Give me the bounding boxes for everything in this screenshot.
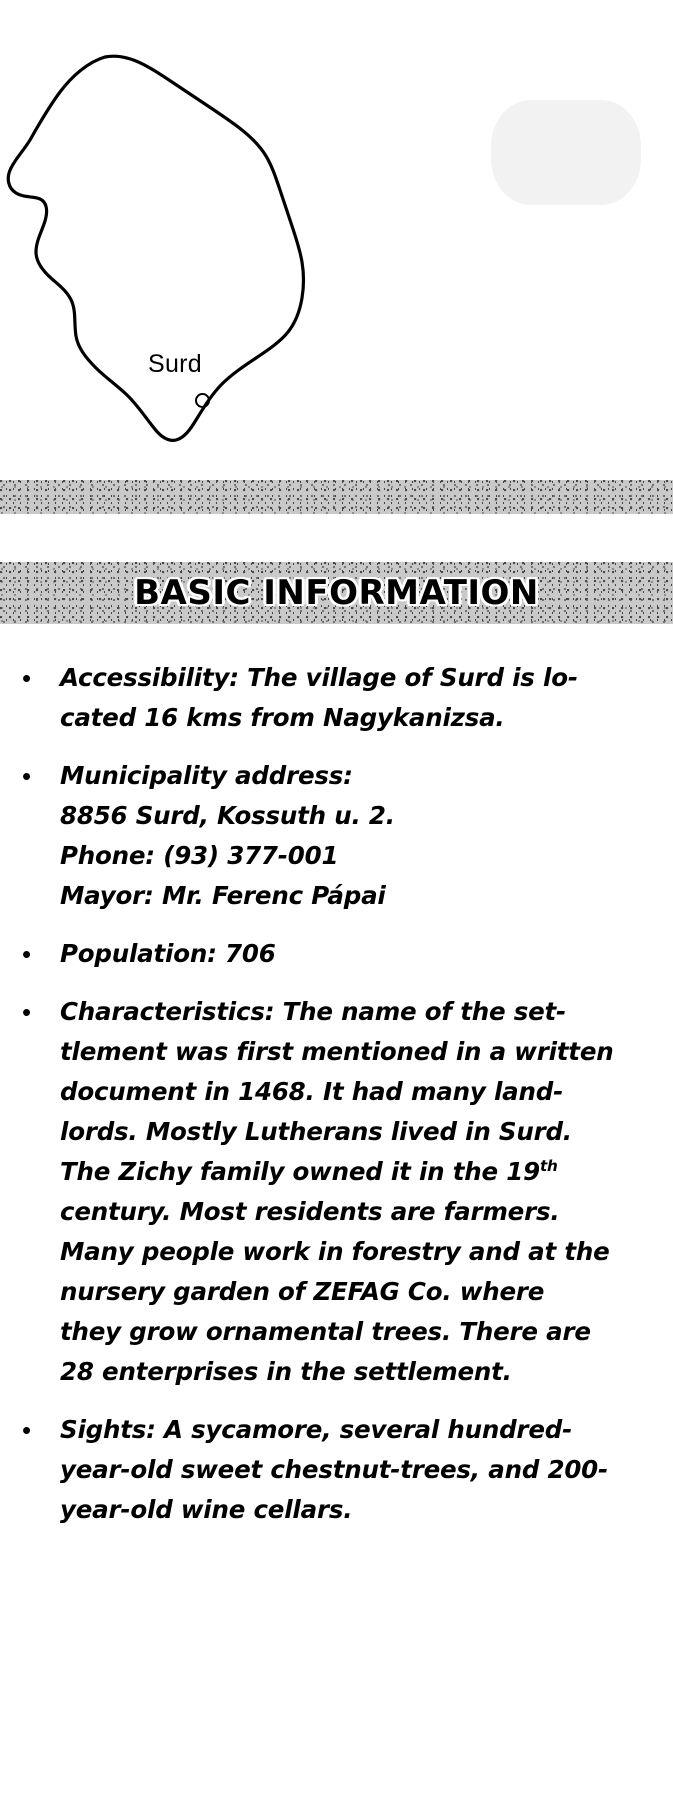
text-line: document in 1468. It had many land- xyxy=(60,1077,564,1106)
text-line: year-old sweet chestnut-trees, and 200- xyxy=(60,1455,608,1484)
ordinal-superscript: th xyxy=(539,1156,558,1175)
text-line: Many people work in forestry and at the xyxy=(60,1237,610,1266)
text-line: Phone: (93) 377-001 xyxy=(60,841,339,870)
characteristics-text xyxy=(60,992,619,1392)
text-line: Characteristics: The name of the set- xyxy=(60,997,566,1026)
text-line: Population: 706 xyxy=(60,939,276,968)
bullet-icon: • xyxy=(22,939,32,969)
map-background-smudge xyxy=(491,100,641,205)
decorative-texture-bar-top xyxy=(0,480,673,514)
accessibility-text xyxy=(60,658,619,738)
map-illustration xyxy=(0,0,673,480)
section-title-band xyxy=(0,562,673,624)
municipality-address-text xyxy=(60,756,619,916)
map-settlement-label: Surd xyxy=(148,350,203,378)
bullet-icon: • xyxy=(22,1415,32,1445)
text-line: lords. Mostly Lutherans lived in Surd. xyxy=(60,1117,572,1146)
text-line: 8856 Surd, Kossuth u. 2. xyxy=(60,801,395,830)
text-line: 28 enterprises in the settlement. xyxy=(60,1357,512,1386)
text-line: Mayor: Mr. Ferenc Pápai xyxy=(60,881,386,910)
list-item-municipality-address xyxy=(18,756,619,916)
list-item-characteristics xyxy=(18,992,619,1392)
list-item-population xyxy=(18,934,619,974)
text-line: Municipality address: xyxy=(60,761,353,790)
text-line-with-superscript: The Zichy family owned it in the 19th xyxy=(60,1156,558,1186)
spacer xyxy=(0,514,673,562)
bullet-icon: • xyxy=(22,761,32,791)
sights-text xyxy=(60,1410,619,1530)
text-line: Sights: A sycamore, several hundred- xyxy=(60,1415,573,1444)
bullet-icon: • xyxy=(22,997,32,1027)
text-line: Accessibility: The village of Surd is lo- xyxy=(60,663,578,692)
text-line: year-old wine cellars. xyxy=(60,1495,353,1524)
text-line: nursery garden of ZEFAG Co. where xyxy=(60,1277,545,1306)
population-text xyxy=(60,934,619,974)
list-item-sights xyxy=(18,1410,619,1530)
text-line: tlement was first mentioned in a written xyxy=(60,1037,614,1066)
text-line: century. Most residents are farmers. xyxy=(60,1197,560,1226)
list-item-accessibility xyxy=(18,658,619,738)
basic-information-list xyxy=(0,624,637,1530)
section-heading: BASIC INFORMATION xyxy=(134,573,539,613)
text-line: they grow ornamental trees. There are xyxy=(60,1317,591,1346)
settlement-marker-icon xyxy=(195,393,210,408)
text-line: cated 16 kms from Nagykanizsa. xyxy=(60,703,505,732)
bullet-icon: • xyxy=(22,663,32,693)
